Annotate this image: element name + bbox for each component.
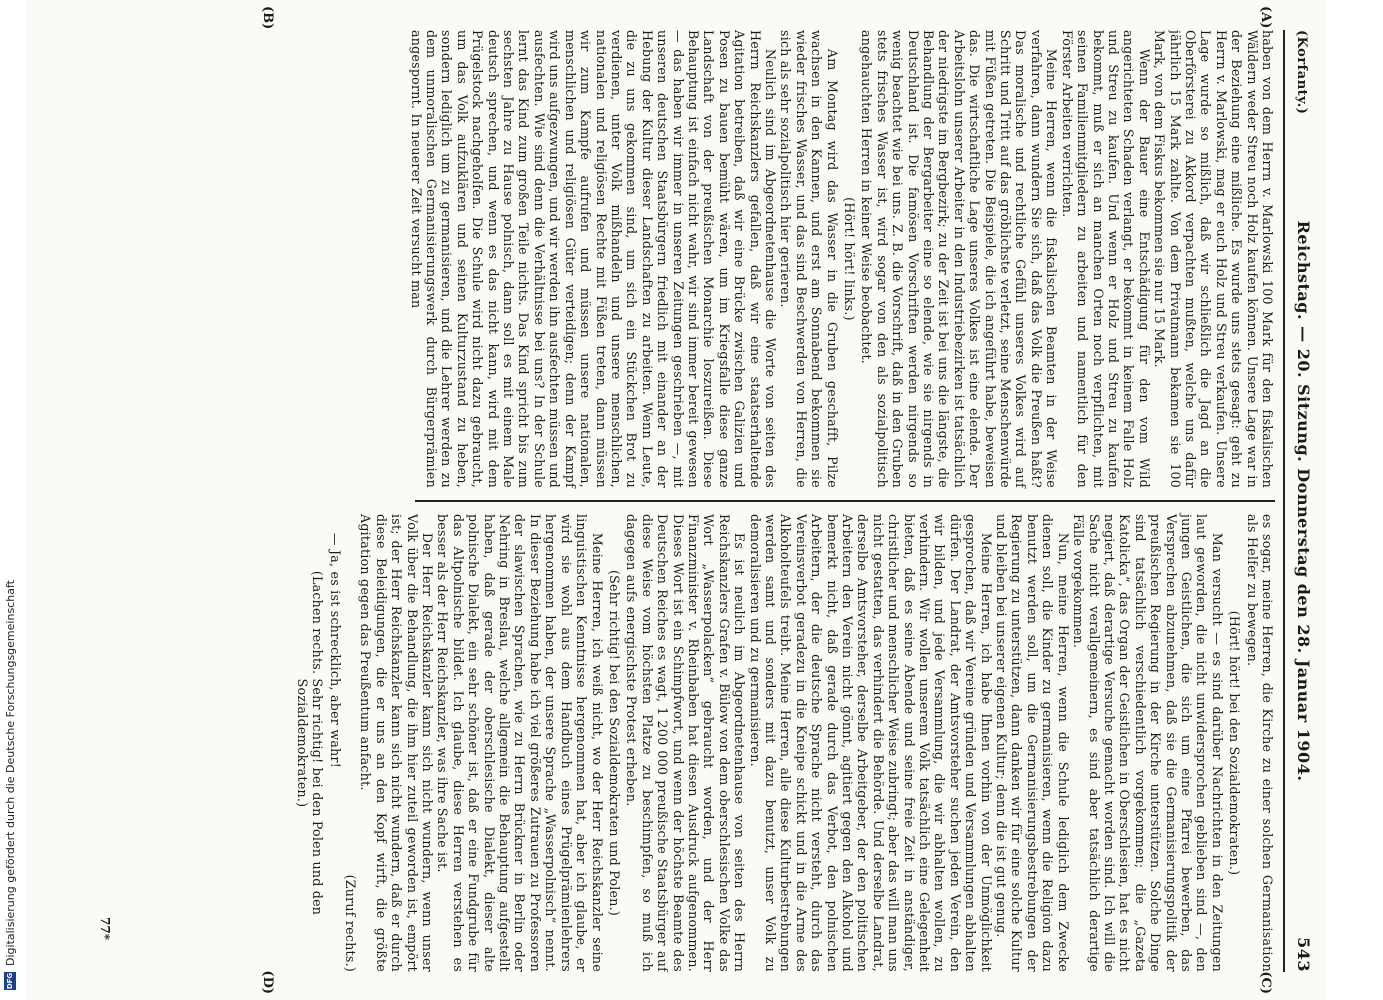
paragraph: (Sehr richtig! bei den Sozialdemokraten und Polen.): [606, 569, 622, 917]
margin-marker-c: (C): [1258, 971, 1273, 994]
paragraph: Wenn der Bauer eine Entschädigung für den vom Wild angerichteten Schaden verlangt, er bekommt in keinem Falle Holz und Streu zu kaufen. Und wenn er Holz und Streu zu kaufen bekommt, muß er sich an manchen Orten noch verpflichten, mit seinen Familienmitgliedern zu arbeiten und namentlich für den Förster Arbeiten verrichten.: [1059, 30, 1152, 488]
session-title: Reichstag. — 20. Sitzung. Donnerstag den 28. Januar 1904.: [1294, 220, 1313, 782]
digitization-credit-text: Digitalisierung gefördert durch die Deutsche Forschungsgemeinschaft: [3, 580, 17, 966]
page-header: [1283, 30, 1311, 972]
right-column: [105, 502, 1275, 972]
digitization-credit-sidebar: [0, 0, 20, 1000]
paragraph: Meine Herren, ich habe Ihnen vorhin von der Unmöglichkeit gesprochen, daß wir Vereine gründen und Versammlungen abhalten dürfen. Der Landrat, der Amtsvorsteher suchen jeden Verein, den wir bilden, und jede Versammlung, die wir abhalten wollen, zu verhindern. Wir wollen unserem Volk tatsächlich eine Gelegenheit bieten, daß es seine Abende und seine freie Zeit in anständiger, christlicher und menschlicher Weise zubringt; aber das will man uns nicht gestatten, das verhindert die Behörde. Und derselbe Landrat, derselbe Amtsvorsteher, derselbe Arbeitgeber, der den politischen Arbeitern den Verein nicht gönnt, agitiert gegen den Alkohol und bemerkt nicht, daß gerade durch das Verbot, den polnischen Arbeitern, der die deutsche Sprache nicht versteht, durch das Vereinsverbot geradezu in die Kneipe schickt und in die Arme des Alkoholteufels treibt. Meine Herren, alle diese Kulturbestrebungen werden samt und sonders mit dazu benutzt, unser Volk zu demoralisieren und zu germanisieren.: [747, 514, 994, 972]
paragraph: (Hört! hört! bei den Sozialdemokraten.): [1227, 610, 1243, 876]
paragraph: (Hört! hört! links.): [842, 197, 858, 321]
paragraph: Nun, meine Herren, wenn die Schule lediglich dem Zwecke dienen soll, die Kinder zu germanisieren, wenn die Religion dazu benutzt werden soll, um die Germanisierungsbestrebungen der Regierung zu unterstützen, dann danken wir für eine solche Kultur und bleiben bei unserer eigenen Kultur; denn die ist gut genug.: [994, 514, 1071, 972]
paragraph: es sogar, meine Herren, die Kirche zu einer solchen Germanisation als Helfer zu bewegen.: [1244, 514, 1275, 972]
paragraph: Meine Herren, ich weiß nicht, wo der Herr Reichskanzler seine linguistischen Kenntnisse hergenommen hat, aber ich glaube, er wird sie wohl aus dem Handbuch eines Prügelprämienlehrers hergenommen haben, der unsere Sprache „Wasserpolnisch“ nennt. In dieser Beziehung habe ich viel größeres Zutrauen zu Professoren der slawischen Sprachen, wie zu Herrn Brückner in Berlin oder Nehring in Breslau, welche allgemein die Behauptung aufgestellt haben, daß gerade der oberschlesische Dialekt, dieser alte polnische Dialekt, ein sehr schöner ist, daß er eine Fundgrube für das Altpolnische bildet. Ich glaube, diese Herren verstehen es besser als der Herr Reichskanzler, was ihre Sache ist.: [435, 514, 605, 972]
dfg-logo-icon: DFG: [6, 972, 14, 990]
paragraph: haben von dem Herrn v. Marlowski 100 Mark für den fiskalischen Wäldern weder Streu noch Holz kaufen können. Unsere Lage war in der Beziehung eine mißliche. Es wurde uns stets gesagt: geht zu Herrn v. Marlowski, mag er euch Holz und Streu verkaufen. Unsere Lage wurde so mißlich, daß wir schließlich die Jagd an die Oberförsterei zu Akkord verpachten mußten, welche uns dafür jährlich 15 Mark zahlte. Von dem Privatmann bekamen sie 100 Mark, von dem Fiskus bekommen sie nur 15 Mark.: [1152, 30, 1275, 488]
paragraph: Der Herr Reichskanzler kann sich nicht wundern, wenn unser Volk über die Behandlung, die ihm hier zuteil geworden ist, empört ist; der Herr Reichskanzler kann sich nicht wundern, daß er durch diese Beleidigungen, die er uns an den Kopf wirft, die größte Agitation gegen das Preußentum anfacht.: [358, 514, 436, 972]
paragraph: Am Montag wird das Wasser in die Gruben geschafft, Pilze wachsen in den Kannen, und erst am Sonnabend bekommen sie wieder frisches Wasser, und das sind Beschwerden von Herren, die sich als sehr sozialpolitisch hier gerieren.: [778, 30, 840, 488]
speaker-label: (Korfanty.): [1294, 30, 1309, 115]
paragraph: (Lachen rechts. Sehr richtig! bei den Polen und den Sozialdemokraten.): [294, 570, 326, 916]
paragraph: — Ja, es ist schrecklich, aber wahr!: [327, 532, 343, 769]
margin-marker-a: (A): [1258, 6, 1273, 29]
paragraph: Es ist neulich im Abgeordnetenhause von seiten des Herrn Reichskanzlers Grafen v. Bülow von dem oberschlesischen Volke das Wort „Wasserpolacken“ gebraucht worden, und der Herr Finanzminister v. Rheinbaben hat diesen Ausdruck aufgenommen. Dieses Wort ist ein Schimpfwort, und wenn der höchste Beamte des Deutschen Reiches es wagt, 1 200 000 preußische Staatsbürger auf diese Weise vom höchsten Platze zu beschimpfen, so muß ich dagegen aufs energischste Protest erheben.: [624, 514, 748, 972]
signature-mark: 77*: [98, 917, 113, 940]
paragraph: (Zuruf rechts.): [343, 874, 359, 972]
margin-marker-b: (B): [260, 6, 275, 30]
paragraph: Man versucht — es sind darüber Nachrichten in den Zeitungen laut geworden, die nicht unwidersprochen geblieben sind —, den jungen Geistlichen, die sich um eine Pfarrei bewerben, das Versprechen abzunehmen, daß sie die Germanisierungspolitik der preußischen Regierung in der Kirche unterstützen. Solche Dinge sind tatsächlich verschiedentlich vorgekommen; die „Gazeta Katolicka“, das Organ der Geistlichen in Oberschlesien, hat es nicht negiert, daß derartige Versuche gemacht worden sind. Ich will die Sache nicht verallgemeinern, es sind aber tatsächlich derartige Fälle vorgekommen.: [1071, 514, 1225, 972]
text-columns: [105, 6, 1275, 994]
paragraph: Meine Herren, wenn die fiskalischen Beamten in der Weise verfahren, dann wundern Sie sich, daß das Volk die Preußen haßt? Das moralische und rechtliche Gefühl unseres Volkes wird auf Schritt und Tritt auf das gröblichste verletzt, seine Menschenwürde mit Füßen getreten. Die Beispiele, die ich angeführt habe, beweisen das. Die wirtschaftliche Lage unseres Volkes ist eine elende. Der Arbeitslohn unserer Arbeiter in den Industriebezirken ist tatsächlich der niedrigste im Bergbezirk; zu der Zeit ist bei uns die längste, die Behandlung der Bergarbeiter eine so elende, wie sie nirgends in Deutschland ist. Die famösen Vorschriften werden nirgends so wenig beachtet wie bei uns. Z. B. die Vorschrift, daß in den Gruben stets frisches Wasser ist, wird sogar von den als sozialpolitisch angehauchten Herren in keiner Weise beobachtet.: [859, 30, 1060, 488]
scanned-page: [25, 0, 1325, 1000]
left-column: [105, 30, 1275, 500]
page-number: 543: [1294, 937, 1313, 972]
margin-marker-d: (D): [260, 970, 275, 994]
paragraph: Neulich sind im Abgeordnetenhause die Worte von seiten des Herrn Reichskanzlers gefallen, daß wir eine staatserhaltende Agitation betreiben, daß wir eine Brücke zwischen Galizien und Posen zu bauen bemüht wären, um im Kriegsfalle diese ganze Landschaft von der preußischen Monarchie loszureißen. Diese Behauptung ist einfach nicht wahr, wir sind immer bereit gewesen — das haben wir immer in unseren Zeitungen geschrieben —, mit unseren deutschen Staatsbürgern friedlich mit einander an der Hebung der Kultur dieser Landschaften zu arbeiten. Wenn Leute, die zu uns gekommen sind, um sich ein Stückchen Brot zu verdienen, unter Volk mißhandeln und unsere menschlichen, nationalen und religiösen Rechte mit Füßen treten, dann müssen wir zum Kampfe aufrufen und müssen unsere nationalen, menschlichen und religiösen Güter verteidigen; denn der Kampf wird uns aufgezwungen, und wir werden ihn ausfechten müssen und ausfechten. Wie sind denn die Verhältnisse bei uns? In der Schule lernt das Kind zum großen Teile nichts. Das Kind spricht bis zum sechsten Jahre zu Hause polnisch, dann soll es mit einem Male deutsch sprechen, und wenn es das nicht kann, wird mit dem Prügelstock nachgeholfen. Die Schule wird nicht dazu gebraucht, um das Volk aufzuklären und seinen Kulturzustand zu heben, sondern lediglich um zu germanisieren, und die Lehrer werden zu dem unmoralischen Germanisierungswerk durch Bürgerprämien angespornt. In neuerer Zeit versucht man: [408, 30, 778, 488]
